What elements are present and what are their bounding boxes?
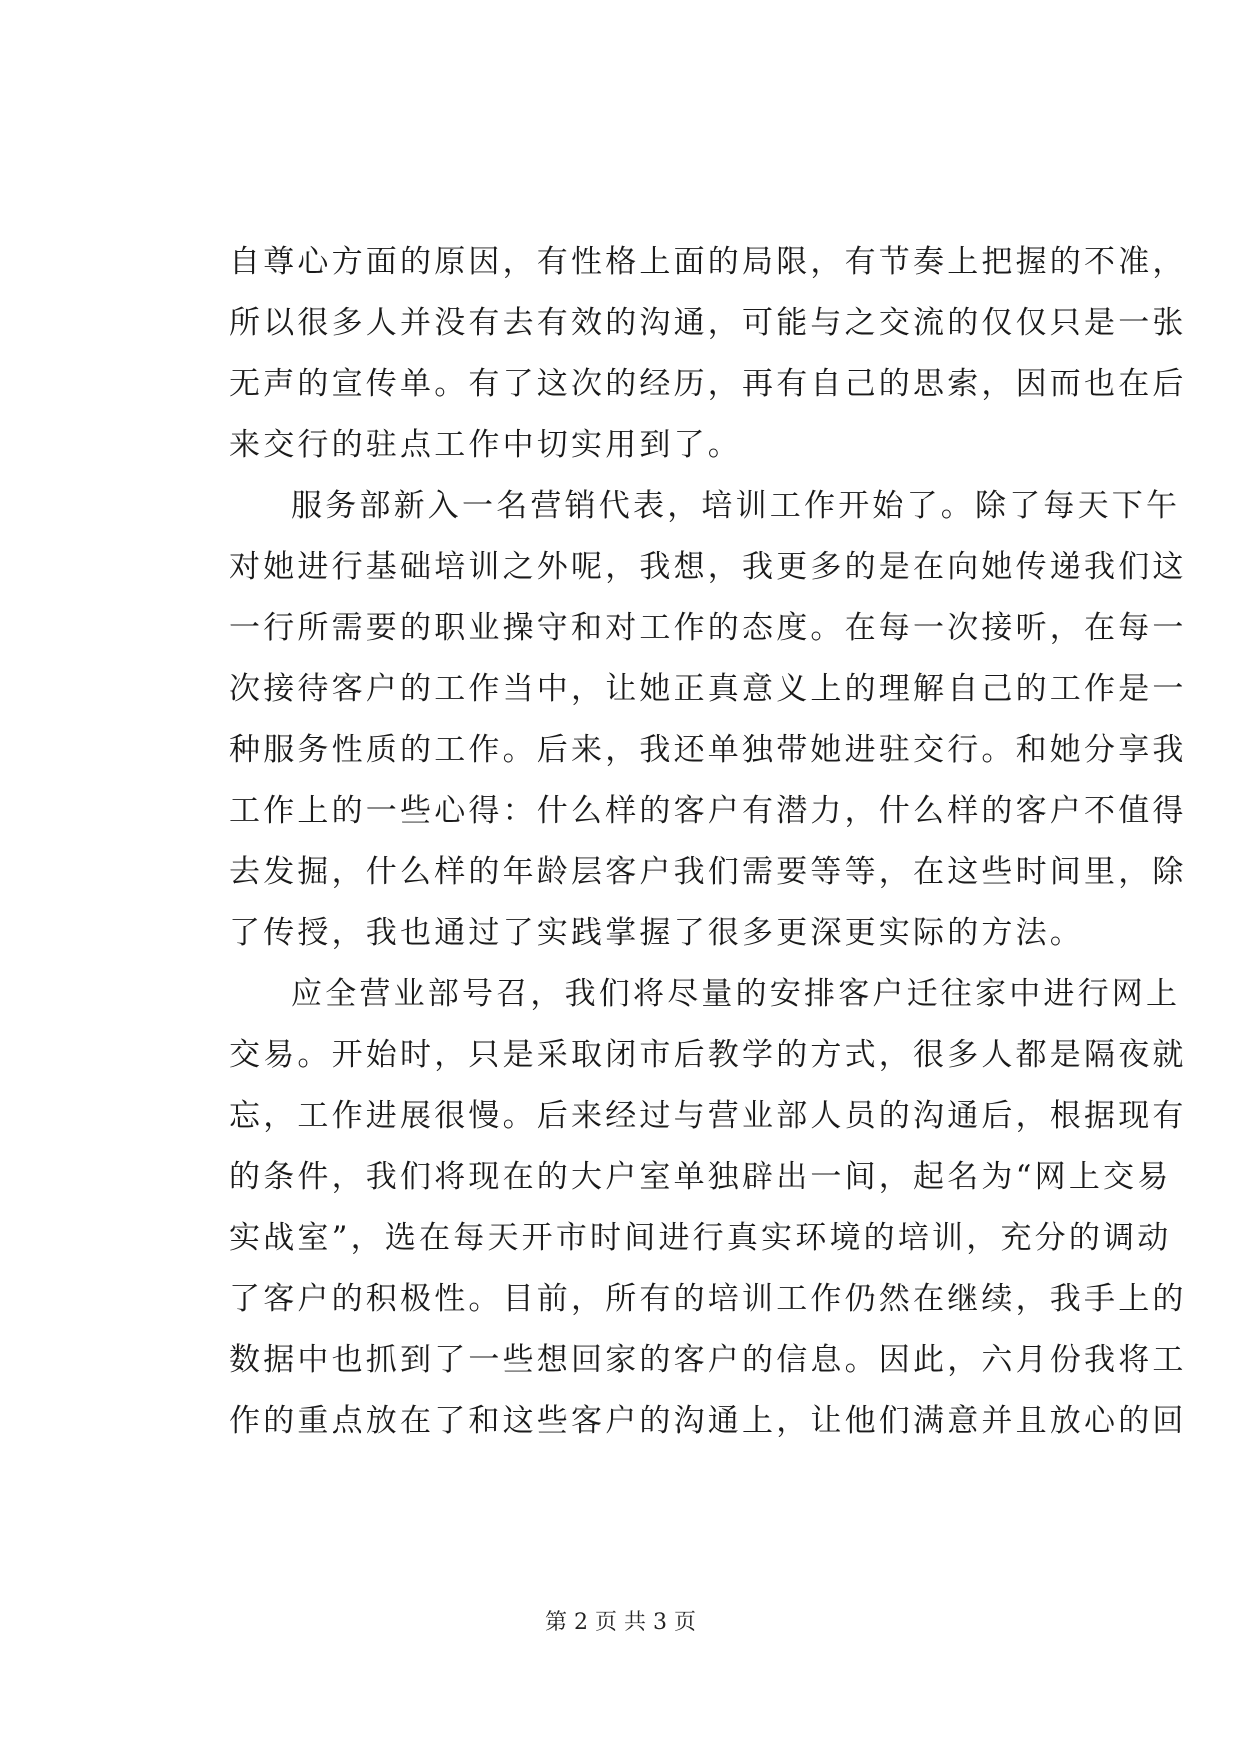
text-line: 自尊心方面的原因，有性格上面的局限，有节奏上把握的不准， [229,244,1187,280]
text-line: 所以很多人并没有去有效的沟通，可能与之交流的仅仅只是一张 [229,305,1187,341]
document-body [229,232,1187,1452]
text-line: 一行所需要的职业操守和对工作的态度。在每一次接听，在每一 [229,610,1187,646]
text-line: 实战室”，选在每天开市时间进行真实环境的培训，充分的调动 [229,1220,1172,1256]
text-line: 对她进行基础培训之外呢，我想，我更多的是在向她传递我们这 [229,549,1187,585]
paragraph [229,476,1187,964]
text-line: 了客户的积极性。目前，所有的培训工作仍然在继续，我手上的 [229,1281,1187,1317]
text-line: 无声的宣传单。有了这次的经历，再有自己的思索，因而也在后 [229,366,1187,402]
text-line: 数据中也抓到了一些想回家的客户的信息。因此，六月份我将工 [229,1342,1187,1378]
text-line: 作的重点放在了和这些客户的沟通上，让他们满意并且放心的回 [229,1403,1187,1439]
paragraph [229,232,1187,476]
text-line: 了传授，我也通过了实践掌握了很多更深更实际的方法。 [229,915,1084,951]
text-line: 交易。开始时，只是采取闭市后教学的方式，很多人都是隔夜就 [229,1037,1187,1073]
text-line: 工作上的一些心得：什么样的客户有潜力，什么样的客户不值得 [229,793,1187,829]
paragraph [229,964,1187,1452]
text-line: 去发掘，什么样的年龄层客户我们需要等等，在这些时间里，除 [229,854,1187,890]
page-number-footer: 第 2 页 共 3 页 [545,1610,696,1635]
text-line: 应全营业部号召，我们将尽量的安排客户迁往家中进行网上 [291,976,1181,1012]
text-line: 来交行的驻点工作中切实用到了。 [229,427,742,463]
text-line: 服务部新入一名营销代表，培训工作开始了。除了每天下午 [291,488,1181,524]
text-line: 忘，工作进展很慢。后来经过与营业部人员的沟通后，根据现有 [229,1098,1187,1134]
text-line: 种服务性质的工作。后来，我还单独带她进驻交行。和她分享我 [229,732,1187,768]
text-line: 次接待客户的工作当中，让她正真意义上的理解自己的工作是一 [229,671,1187,707]
text-line: 的条件，我们将现在的大户室单独辟出一间，起名为“网上交易 [229,1159,1172,1195]
